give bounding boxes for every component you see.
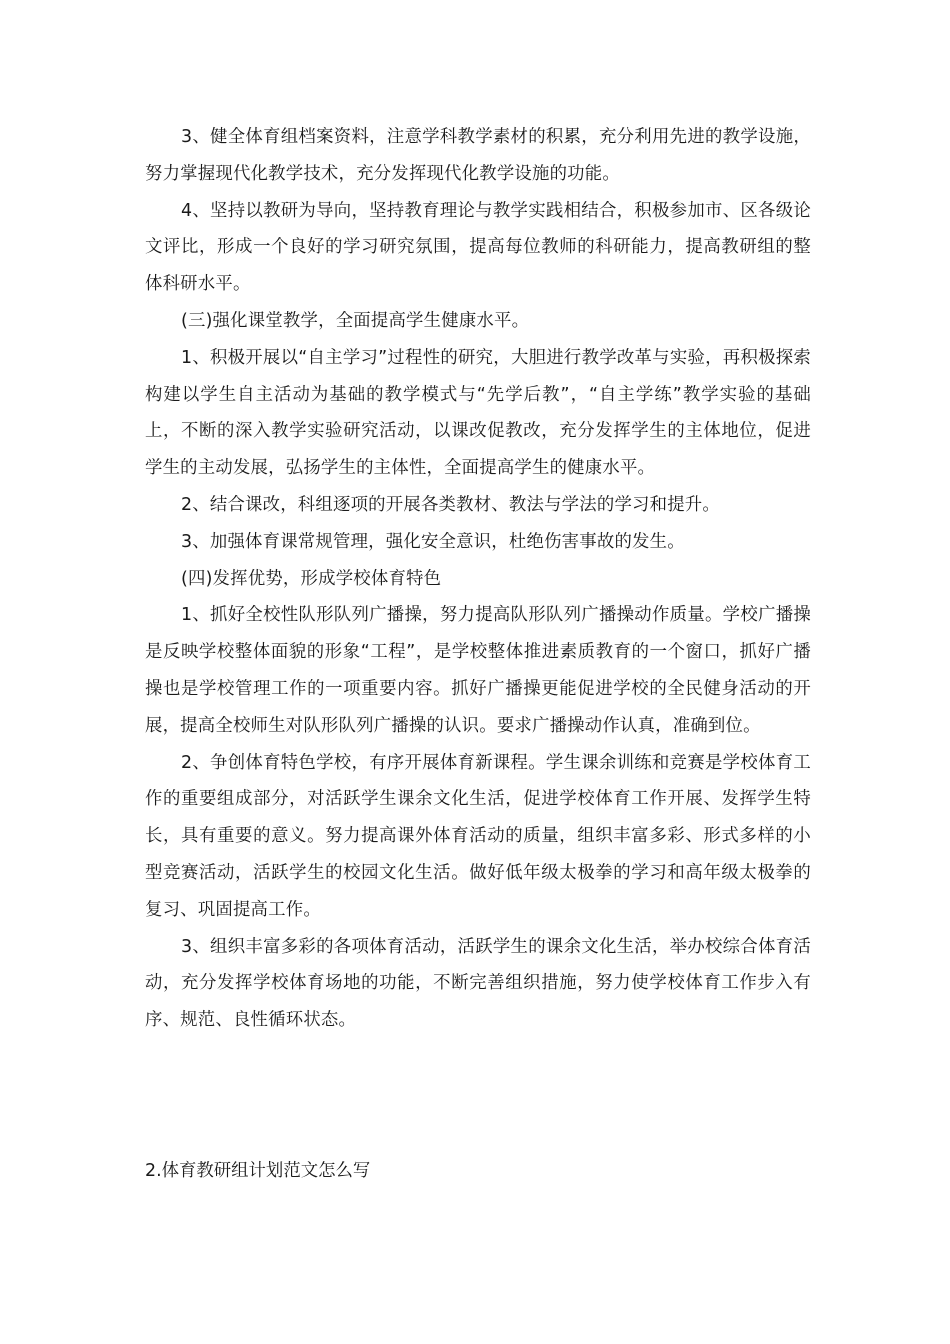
paragraph-teaching-research: 4、坚持以教研为导向，坚持教育理论与教学实践相结合，积极参加市、区各级论文评比，形成一个良好的学习研究氛围，提高每位教师的科研能力，提高教研组的整体科研水平。 [145, 200, 811, 295]
paragraph-featured-school: 2、争创体育特色学校，有序开展体育新课程。学生课余训练和竞赛是学校体育工作的重要组成部分，对活跃学生课余文化生活，促进学校体育工作开展、发挥学生特长，具有重要的意义。努力提高课外体育活动的质量，组织丰富多彩、形式多样的小型竞赛活动，活跃学生的校园文化生活。做好低年级太极拳的学习和高年级太极拳的复习、巩固提高工作。 [145, 752, 811, 920]
paragraph-broadcast-exercise: 1、抓好全校性队形队列广播操，努力提高队形队列广播操动作质量。学校广播操是反映学校整体面貌的形象“工程”，是学校整体推进素质教育的一个窗口，抓好广播操也是学校管理工作的一项重要内容。抓好广播操更能促进学校的全民健身活动的开展，提高全校师生对队形队列广播操的认识。要求广播操动作认真，准确到位。 [145, 605, 811, 736]
paragraph-curriculum-reform: 2、结合课改，科组逐项的开展各类教材、教法与学法的学习和提升。 [181, 494, 720, 515]
paragraph-safety-management: 3、加强体育课常规管理，强化安全意识，杜绝伤害事故的发生。 [181, 531, 685, 552]
section-heading: 2.体育教研组计划范文怎么写 [145, 1161, 371, 1181]
paragraph-archive-materials: 3、健全体育组档案资料，注意学科教学素材的积累，充分利用先进的教学设施，努力掌握现代化教学技术，充分发挥现代化教学设施的功能。 [145, 127, 811, 184]
document-body [145, 119, 811, 1039]
paragraph-self-learning: 1、积极开展以“自主学习”过程性的研究，大胆进行教学改革与实验，再积极探索构建以学生自主活动为基础的教学模式与“先学后教”，“自主学练”教学实验的基础上，不断的深入教学实验研究活动，以课改促教改，充分发挥学生的主体地位，促进学生的主动发展，弘扬学生的主体性，全面提高学生的健康水平。 [145, 347, 811, 479]
section-heading-school-features: (四)发挥优势，形成学校体育特色 [181, 568, 442, 589]
section-heading-classroom-teaching: (三)强化课堂教学，全面提高学生健康水平。 [181, 310, 530, 331]
paragraph-sports-activities: 3、组织丰富多彩的各项体育活动，活跃学生的课余文化生活，举办校综合体育活动，充分发挥学校体育场地的功能，不断完善组织措施，努力使学校体育工作步入有序、规范、良性循环状态。 [145, 936, 811, 1031]
